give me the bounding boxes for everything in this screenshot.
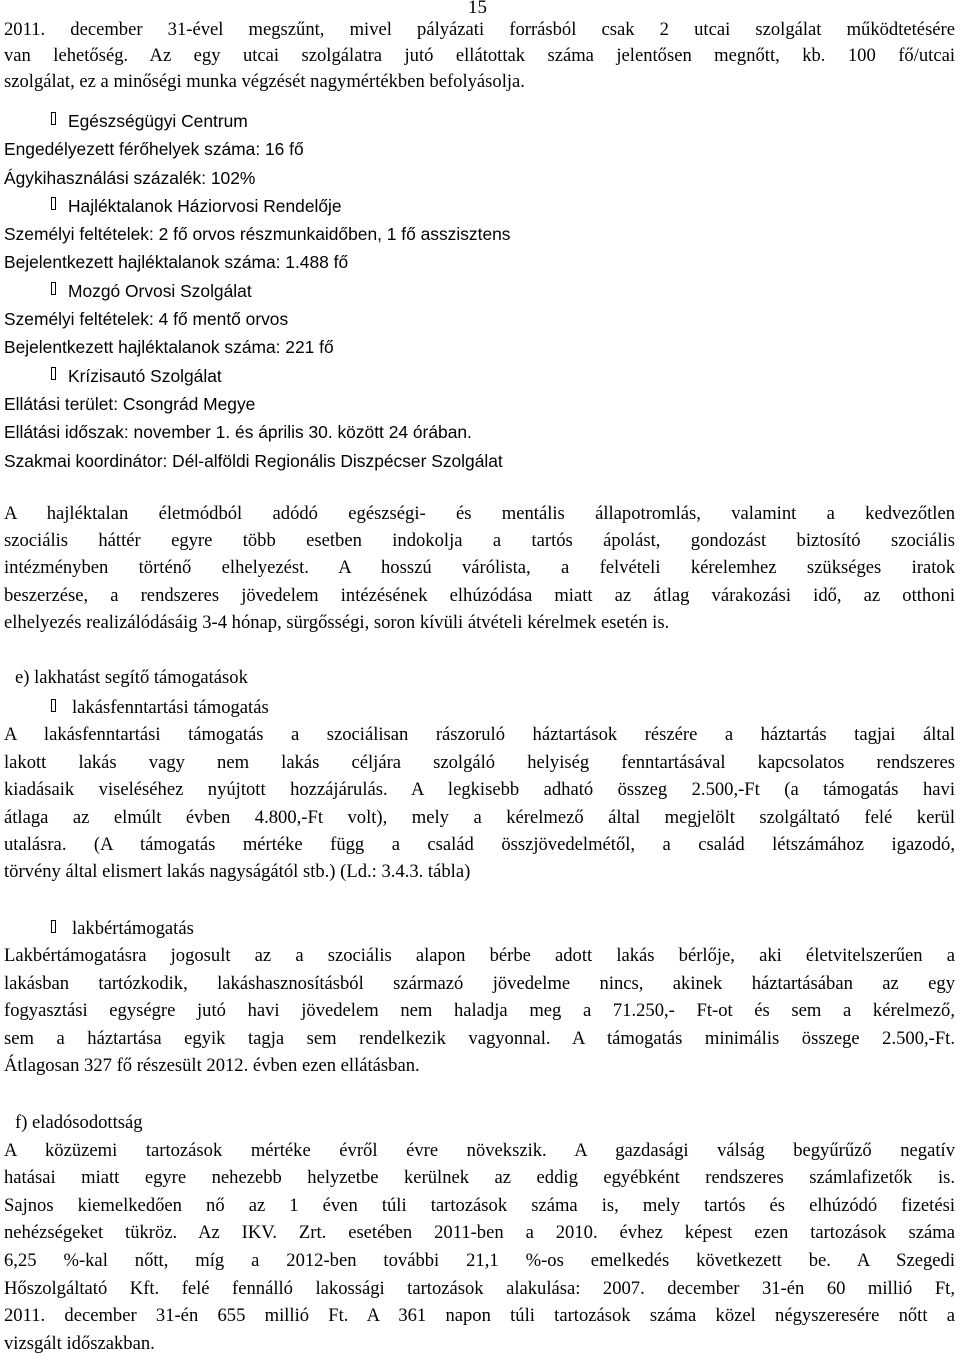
text-line: hatásai miatt egyre nehezebb helyzetbe kerülnek az eddig egyébként rendszeres számlafizetők is.	[4, 1167, 955, 1189]
text-line: kiadásaik viseléséhez nyújtott hozzájárulás. A legkisebb adható összeg 2.500,-Ft (a támogatás havi	[4, 779, 955, 801]
text-line: lakott lakás vagy nem lakás céljára szolgáló helyiség fenntartásával kapcsolatos rendszeres	[4, 751, 955, 773]
service-detail: Ellátási időszak: november 1. és április 30. között 24 órában.	[4, 422, 472, 443]
text-line: 6,25 %-kal nőtt, míg a 2012-ben további 21,1 %-os emelkedés következett be. A Szegedi	[4, 1249, 955, 1271]
health-paragraph	[4, 500, 955, 636]
service-item	[4, 277, 955, 305]
bullet-icon	[51, 112, 56, 125]
text-line: A hajléktalan életmódból adódó egészségi- és mentális állapotromlás, valamint a kedvezőtlen	[4, 503, 955, 524]
text-line: beszerzése, a rendszeres jövedelem intézésének elhúzódása miatt az átlag várakozási idő, az otthoni	[4, 584, 955, 606]
service-title: Egészségügyi Centrum	[68, 111, 248, 131]
service-detail: Szakmai koordinátor: Dél-alföldi Regionális Diszpécser Szolgálat	[4, 450, 503, 471]
subsection-title-row	[4, 694, 955, 721]
service-item	[4, 362, 955, 390]
text-line: van lehetőség. Az egy utcai szolgálatra jutó ellátottak száma jelentősen megnőtt, kb. 100 fő/utcai	[4, 45, 955, 67]
text-line: utalásra. (A támogatás mértéke függ a család összjövedelmétől, a család létszámához igazodó,	[4, 834, 955, 856]
text-line: Lakbértámogatásra jogosult az a szociális alapon bérbe adott lakás bérlője, aki életvitelszerűen a	[4, 945, 955, 967]
section-f	[4, 1109, 955, 1357]
text-line: fogyasztási egységre jutó havi jövedelem nem haladja meg a 71.250,- Ft-ot és sem a kérelmező,	[4, 1000, 955, 1022]
service-item	[4, 192, 955, 220]
text-line: Sajnos kiemelkedően nő az 1 éven túli tartozások száma is, mely tartós és elhúzódó fizetési	[4, 1194, 955, 1216]
service-item	[4, 107, 955, 135]
text-line: 2011. december 31-én 655 millió Ft. A 361 napon túli tartozások száma közel négyszeresére nőtt a	[4, 1305, 955, 1327]
text-line: sem a háztartása egyik tagja sem rendelkezik vagyonnal. A támogatás minimális összege 2.500,-Ft.	[4, 1027, 955, 1049]
section-heading: f) eladósodottság	[15, 1112, 143, 1133]
intro-paragraph	[4, 17, 955, 96]
service-detail: Személyi feltételek: 2 fő orvos részmunkaidőben, 1 fő asszisztens	[4, 224, 511, 245]
bullet-icon	[51, 920, 56, 933]
service-detail: Bejelentkezett hajléktalanok száma: 221 fő	[4, 337, 334, 358]
subsection-housing-support	[4, 694, 955, 886]
bullet-icon	[51, 282, 56, 295]
section-e	[4, 665, 955, 691]
text-line: törvény által elismert lakás nagyságától stb.) (Ld.: 3.4.3. tábla)	[4, 861, 471, 883]
service-title: Hajléktalanok Háziorvosi Rendelője	[68, 195, 342, 216]
bullet-icon	[51, 367, 56, 380]
section-heading: e) lakhatást segítő támogatások	[15, 667, 248, 688]
text-line: 2011. december 31-ével megszűnt, mivel pályázati forrásból csak 2 utcai szolgálat működtetésére	[4, 19, 955, 40]
text-line: Átlagosan 327 fő részesült 2012. évben ezen ellátásban.	[4, 1055, 420, 1077]
text-line: A közüzemi tartozások mértéke évről évre növekszik. A gazdasági válság begyűrűző negatív	[4, 1139, 955, 1161]
subsection-title: lakbértámogatás	[72, 918, 194, 939]
subsection-title-row	[4, 915, 955, 942]
text-line: lakásban tartózkodik, lakáshasznosításból származó jövedelme nincs, akinek háztartásában az egy	[4, 972, 955, 994]
service-detail: Személyi feltételek: 4 fő mentő orvos	[4, 309, 289, 330]
service-detail: Ágykihasználási százalék: 102%	[4, 167, 256, 188]
service-list	[4, 107, 955, 475]
text-line: elhelyezés realizálódásáig 3-4 hónap, sürgősségi, soron kívüli átvételi kérelmek esetén is.	[4, 611, 670, 633]
text-line: Hőszolgáltató Kft. felé fennálló lakossági tartozások alakulása: 2007. december 31-én 60 millió Ft,	[4, 1277, 955, 1299]
text-line: szociális háttér egyre több esetben indokolja a tartós ápolást, gondozást biztosító szociális	[4, 530, 955, 552]
service-detail: Engedélyezett férőhelyek száma: 16 fő	[4, 139, 304, 160]
subsection-rent-support	[4, 915, 955, 1079]
page-number: 15	[468, 0, 487, 18]
bullet-icon	[51, 699, 56, 712]
service-title: Krízisautó Szolgálat	[68, 365, 222, 386]
service-detail: Bejelentkezett hajléktalanok száma: 1.488 fő	[4, 252, 349, 273]
text-line: nehézségeket tükröz. Az IKV. Zrt. esetében 2011-ben a 2010. évhez képest ezen tartozások száma	[4, 1222, 955, 1244]
text-line: A lakásfenntartási támogatás a szociálisan rászoruló háztartások részére a háztartás tagjai által	[4, 724, 955, 746]
service-title: Mozgó Orvosi Szolgálat	[68, 280, 252, 301]
text-line: szolgálat, ez a minőségi munka végzését nagymértékben befolyásolja.	[4, 71, 525, 93]
bullet-icon	[51, 197, 56, 210]
subsection-title: lakásfenntartási támogatás	[72, 697, 269, 718]
text-line: átlaga az elmúlt évben 4.800,-Ft volt), mely a kérelmező által megjelölt szolgáltató felé kerül	[4, 806, 955, 828]
service-detail: Ellátási terület: Csongrád Megye	[4, 393, 256, 414]
text-line: vizsgált időszakban.	[4, 1332, 155, 1354]
text-line: intézményben történő elhelyezést. A hosszú várólista, a felvételi kérelemhez szükséges iratok	[4, 557, 955, 579]
